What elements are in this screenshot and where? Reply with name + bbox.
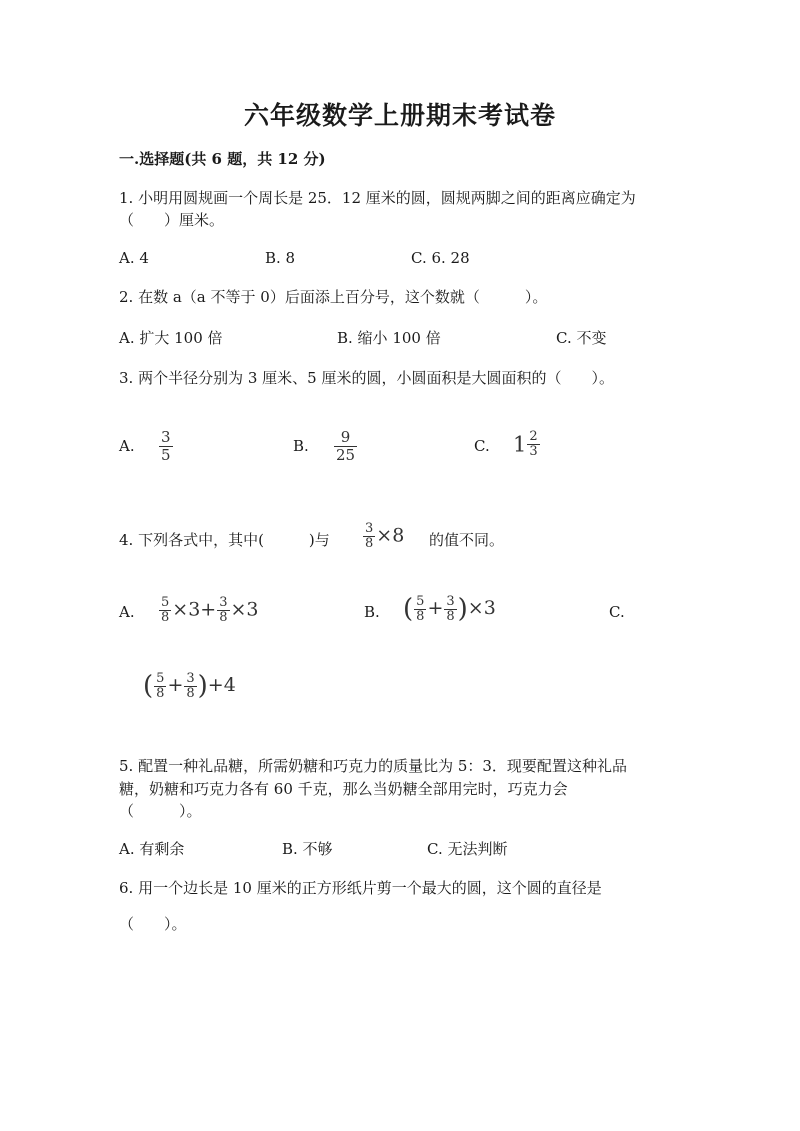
- question-3-option-b-label: B.: [293, 437, 309, 455]
- expression-tail: ×3: [467, 597, 496, 619]
- question-5-line1: 5. 配置一种礼品糖，所需奶糖和巧克力的质量比为 5：3．现要配置这种礼品: [119, 757, 627, 775]
- fraction-denominator: 25: [336, 446, 356, 464]
- question-3-option-c-mixed-number: [513, 430, 541, 459]
- question-1-option-c: C. 6. 28: [411, 249, 470, 267]
- question-4-suffix: 的值不同。: [429, 531, 505, 549]
- fraction-numerator: 9: [340, 428, 351, 446]
- fraction-numerator: 3: [446, 593, 455, 609]
- question-3-option-a-fraction: [158, 429, 174, 464]
- fraction-numerator: 5: [156, 670, 165, 686]
- question-5-option-b: B. 不够: [282, 840, 333, 858]
- question-3-line1: 3. 两个半径分别为 3 厘米、5 厘米的圆，小圆面积是大圆面积的（ ）。: [119, 369, 614, 387]
- question-4-option-a-expression: [158, 596, 259, 625]
- fraction-denominator: 8: [446, 608, 455, 624]
- fraction-denominator: 8: [161, 610, 170, 625]
- operator-text: ×3+: [172, 598, 217, 621]
- plus-sign: +: [167, 674, 184, 696]
- question-4-option-b-label: B.: [364, 603, 380, 621]
- fraction-denominator: 5: [161, 446, 171, 464]
- close-paren: ): [457, 594, 468, 624]
- fraction-denominator: 3: [529, 444, 538, 459]
- expression-tail: +4: [207, 674, 236, 696]
- question-5-line2: 糖，奶糖和巧克力各有 60 千克，那么当奶糖全部用完时，巧克力会: [119, 780, 568, 798]
- question-6-line2: （ ）。: [119, 915, 187, 933]
- fraction-numerator: 2: [529, 429, 538, 444]
- question-4-expression: [362, 522, 404, 551]
- question-5-line3: （ ）。: [119, 802, 202, 820]
- fraction-numerator: 3: [365, 521, 374, 536]
- fraction-denominator: 8: [156, 685, 165, 701]
- question-3-option-a-label: A.: [119, 437, 135, 455]
- fraction-numerator: 5: [161, 595, 170, 610]
- mixed-whole: 1: [513, 432, 527, 457]
- plus-sign: +: [427, 597, 444, 619]
- question-1-option-b: B. 8: [265, 249, 296, 267]
- question-3-option-c-label: C.: [474, 437, 490, 455]
- question-5-option-a: A. 有剩余: [119, 840, 185, 858]
- question-4-option-a-label: A.: [119, 603, 135, 621]
- question-4-option-c-label: C.: [609, 603, 625, 621]
- question-2-line1: 2. 在数 a（a 不等于 0）后面添上百分号，这个数就（ ）。: [119, 288, 548, 306]
- fraction-numerator: 3: [161, 428, 171, 446]
- close-paren: ): [197, 671, 208, 701]
- fraction-denominator: 8: [365, 536, 374, 551]
- fraction-numerator: 5: [416, 593, 425, 609]
- question-6-line1: 6. 用一个边长是 10 厘米的正方形纸片剪一个最大的圆，这个圆的直径是: [119, 879, 602, 897]
- operator-text: ×3: [230, 598, 259, 621]
- question-3-option-b-fraction: [333, 429, 358, 464]
- question-2-option-b: B. 缩小 100 倍: [337, 329, 441, 347]
- question-4-option-b-expression: [403, 594, 496, 624]
- question-4-option-c-expression: [143, 671, 236, 701]
- expression-rest: ×8: [376, 524, 405, 547]
- section-heading: 一.选择题(共 6 题，共 12 分): [119, 150, 326, 168]
- question-2-option-a: A. 扩大 100 倍: [119, 329, 223, 347]
- fraction-denominator: 8: [416, 608, 425, 624]
- fraction-numerator: 3: [219, 595, 228, 610]
- question-5-option-c: C. 无法判断: [427, 840, 508, 858]
- question-2-option-c: C. 不变: [556, 329, 607, 347]
- question-1-line1: 1. 小明用圆规画一个周长是 25．12 厘米的圆，圆规两脚之间的距离应确定为: [119, 189, 636, 207]
- question-1-line2: （ ）厘米。: [119, 211, 225, 229]
- fraction-denominator: 8: [186, 685, 195, 701]
- question-4-prefix: 4. 下列各式中，其中( )与: [119, 531, 330, 549]
- open-paren: (: [403, 594, 414, 624]
- question-1-option-a: A. 4: [119, 249, 149, 267]
- fraction-denominator: 8: [219, 610, 228, 625]
- exam-title: 六年级数学上册期末考试卷: [243, 101, 556, 130]
- open-paren: (: [143, 671, 154, 701]
- fraction-numerator: 3: [186, 670, 195, 686]
